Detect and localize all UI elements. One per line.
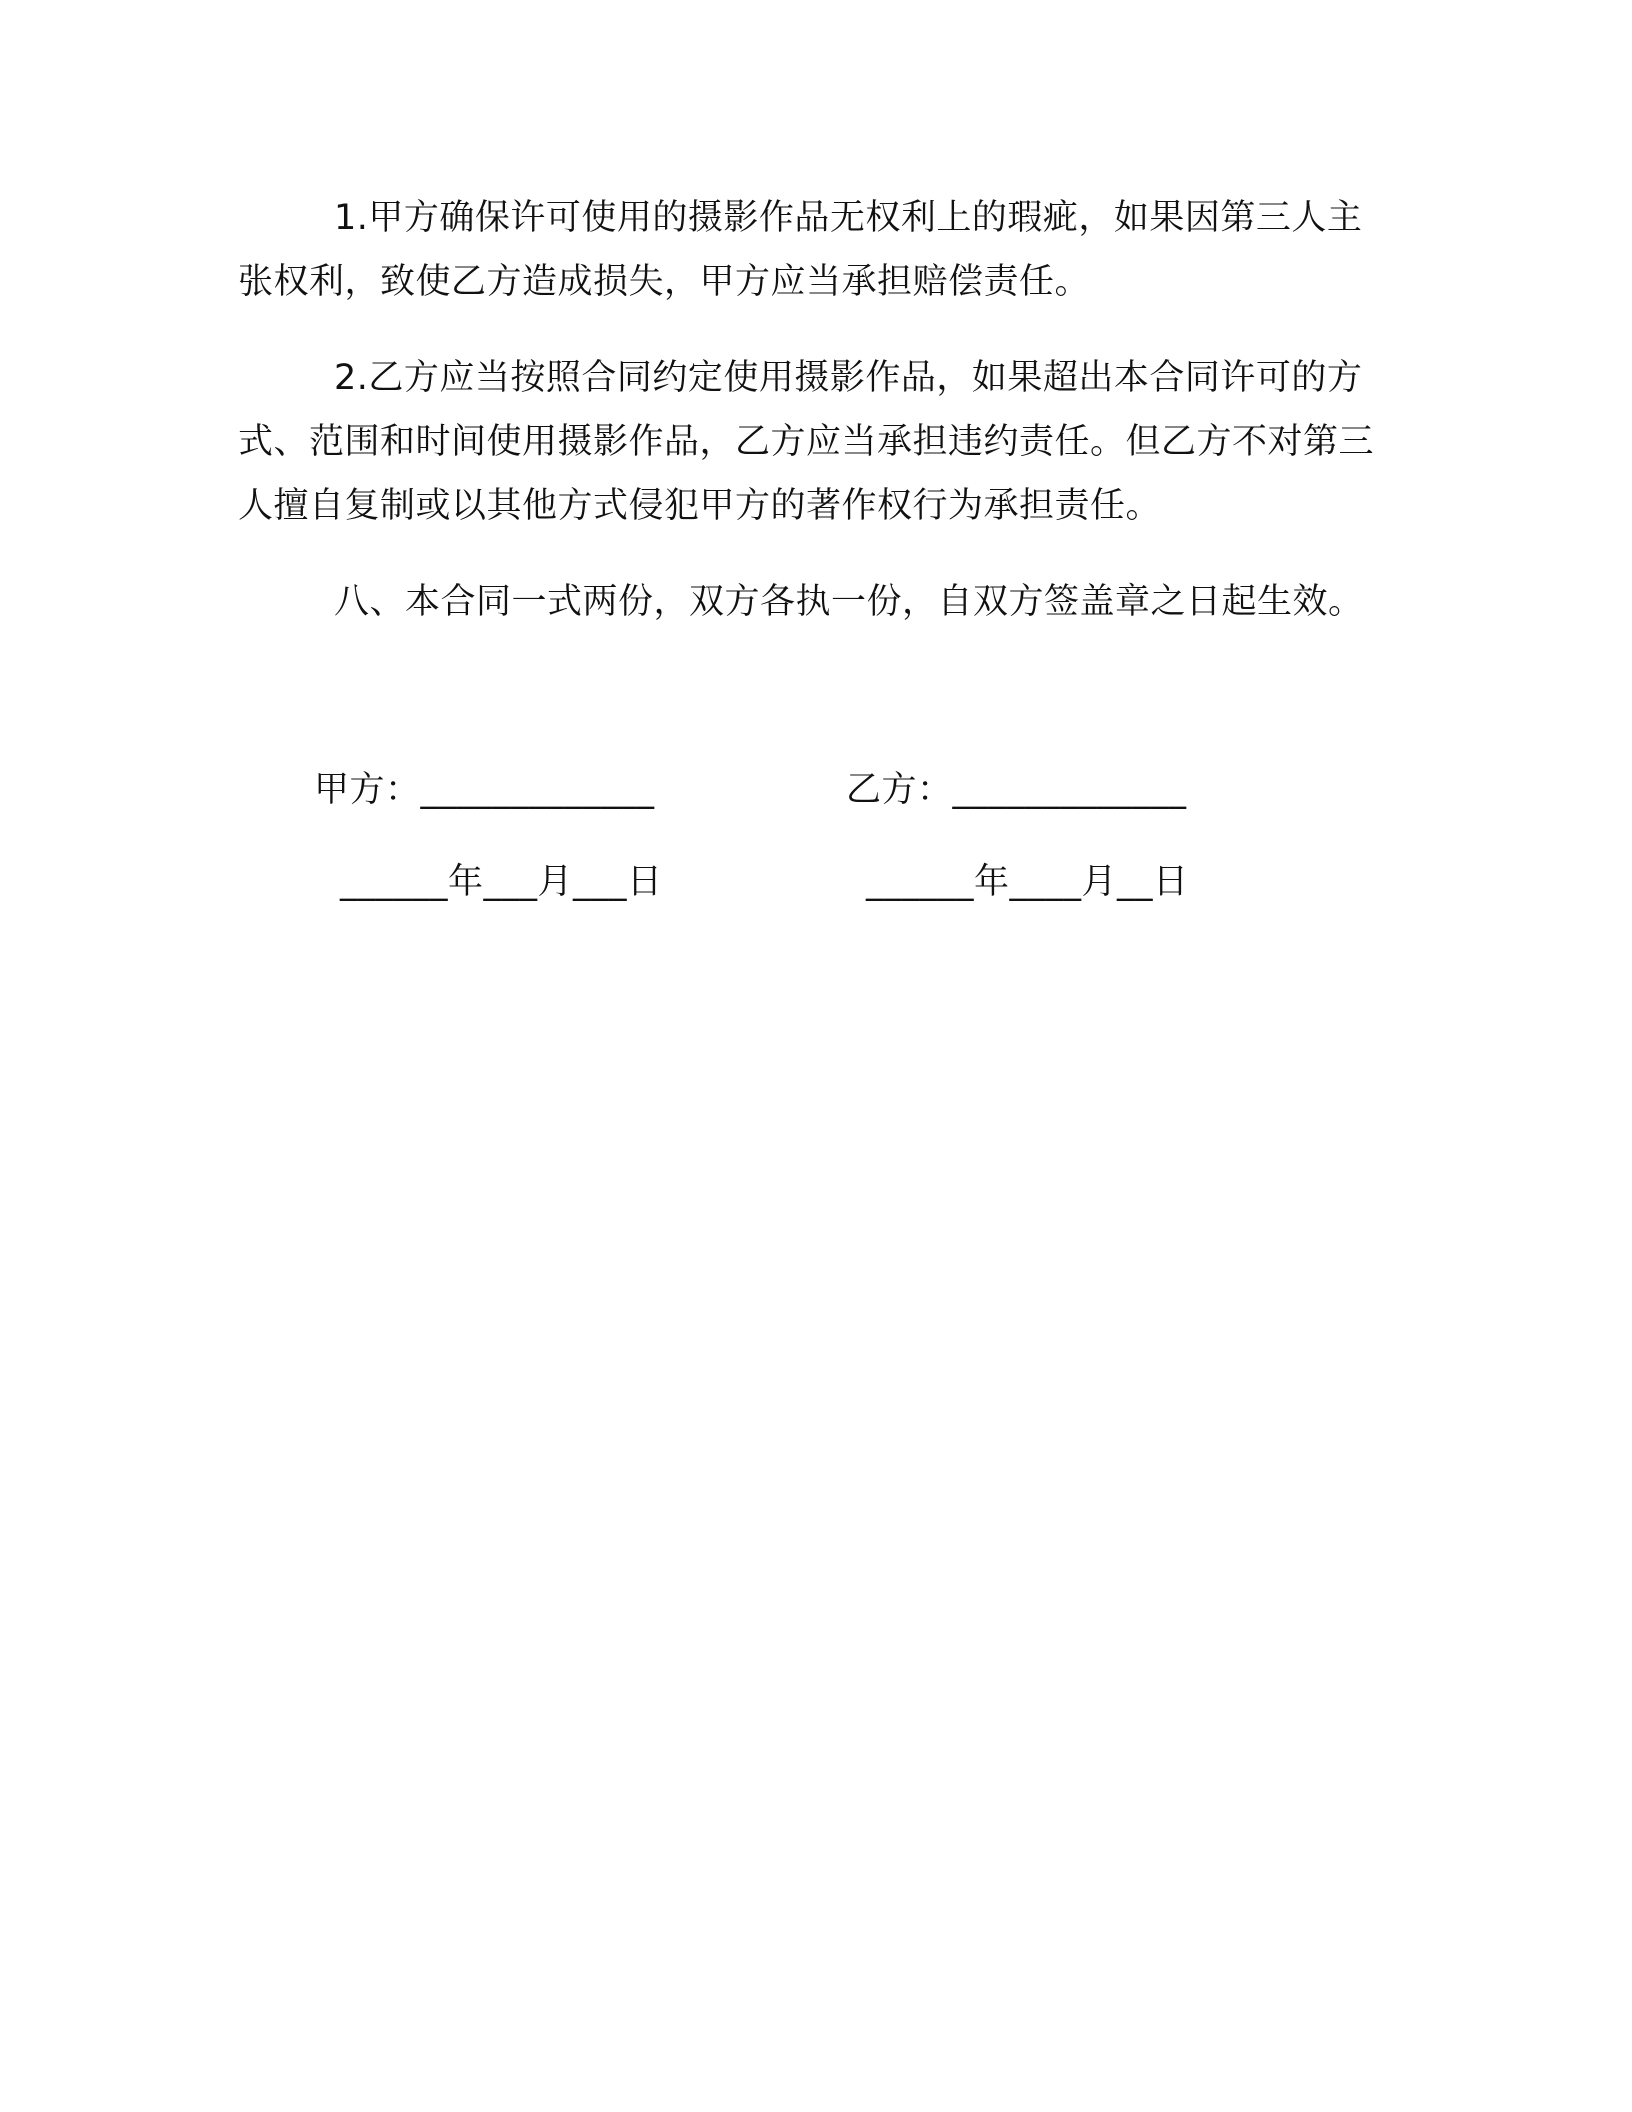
clause-paragraph-1: 1.甲方确保许可使用的摄影作品无权利上的瑕疵，如果因第三人主张权利，致使乙方造成损失，甲方应当承担赔偿责任。 (238, 198, 1363, 302)
clause-paragraph-2: 2.乙方应当按照合同约定使用摄影作品，如果超出本合同许可的方式、范围和时间使用摄影作品，乙方应当承担违约责任。但乙方不对第三人擅自复制或以其他方式侵犯甲方的著作权行为承担责任。 (238, 358, 1375, 526)
party-b-date-line: ______年____月__日 (866, 862, 1189, 902)
party-a-date-line: ______年___月___日 (340, 862, 663, 902)
party-a-signature-line: 甲方：_____________ (314, 770, 655, 810)
party-b-signature-line: 乙方：_____________ (846, 770, 1187, 810)
clause-paragraph-8: 八、本合同一式两份，双方各执一份，自双方签盖章之日起生效。 (334, 582, 1364, 622)
